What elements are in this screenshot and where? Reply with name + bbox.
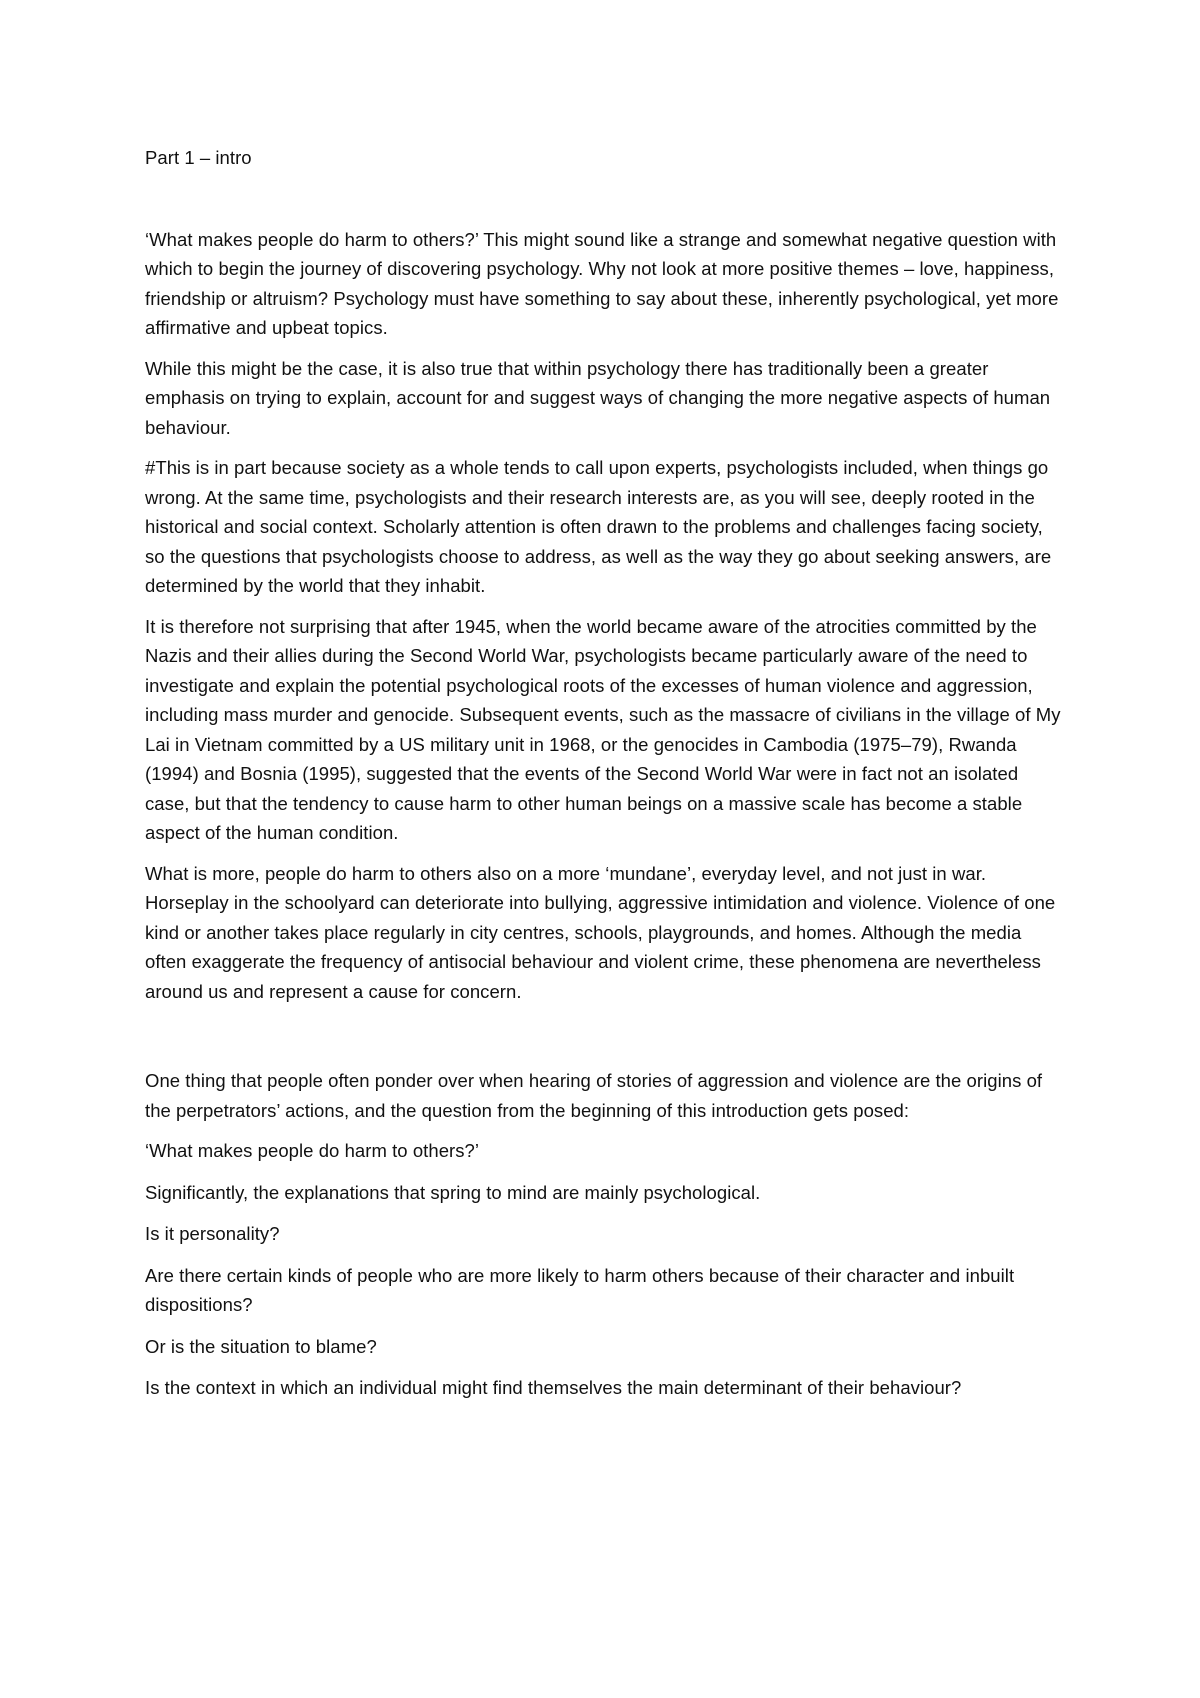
paragraph: Is the context in which an individual might find themselves the main determinant of their behaviour?	[145, 1377, 962, 1398]
paragraph: #This is in part because society as a whole tends to call upon experts, psychologists included, when things go wrong. At the same time, psychologists and their research interests are, as you will see, deeply rooted in the historical and social context. Scholarly attention is often drawn to the problems and challenges facing society, so the questions that psychologists choose to address, as well as the way they go about seeking answers, are determined by the world that they inhabit.	[145, 457, 1052, 596]
paragraph: While this might be the case, it is also true that within psychology there has traditionally been a greater emphasis on trying to explain, account for and suggest ways of changing the more negative aspects of human behaviour.	[145, 357, 1051, 438]
paragraph: It is therefore not surprising that after 1945, when the world became aware of the atrocities committed by the Nazis and their allies during the Second World War, psychologists became particularly aware of the need to investigate and explain the potential psychological roots of the excesses of human violence and aggression, including mass murder and genocide. Subsequent events, such as the massacre of civilians in the village of My Lai in Vietnam committed by a US military unit in 1968, or the genocides in Cambodia (1975–79), Rwanda (1994) and Bosnia (1995), suggested that the events of the Second World War were in fact not an isolated case, but that the tendency to cause harm to other human beings on a massive scale has become a stable aspect of the human condition.	[145, 615, 1061, 843]
document-body	[145, 143, 1065, 1415]
paragraph: What is more, people do harm to others also on a more ‘mundane’, everyday level, and not just in war. Horseplay in the schoolyard can deteriorate into bullying, aggressive intimidation and violence. Violence of one kind or another takes place regularly in city centres, schools, playgrounds, and homes. Although the media often exaggerate the frequency of antisocial behaviour and violent crime, these phenomena are nevertheless around us and represent a cause for concern.	[145, 862, 1056, 1002]
paragraph: Significantly, the explanations that spring to mind are mainly psychological.	[145, 1181, 761, 1203]
paragraph: ‘What makes people do harm to others?’	[145, 1140, 480, 1161]
section-heading: Part 1 – intro	[145, 147, 252, 168]
paragraph: Is it personality?	[145, 1223, 280, 1244]
paragraph: Are there certain kinds of people who are more likely to harm others because of their character and inbuilt dispositions?	[145, 1264, 1015, 1315]
blank-line	[145, 1017, 1065, 1066]
paragraph: ‘What makes people do harm to others?’ This might sound like a strange and somewhat negative question with which to begin the journey of discovering psychology. Why not look at more positive themes – love, happiness, friendship or altruism? Psychology must have something to say about these, inherently psychological, yet more affirmative and upbeat topics.	[145, 228, 1059, 338]
paragraph: Or is the situation to blame?	[145, 1335, 377, 1357]
paragraph: One thing that people often ponder over when hearing of stories of aggression and violence are the origins of the perpetrators’ actions, and the question from the beginning of this introduction gets posed:	[145, 1070, 1043, 1121]
